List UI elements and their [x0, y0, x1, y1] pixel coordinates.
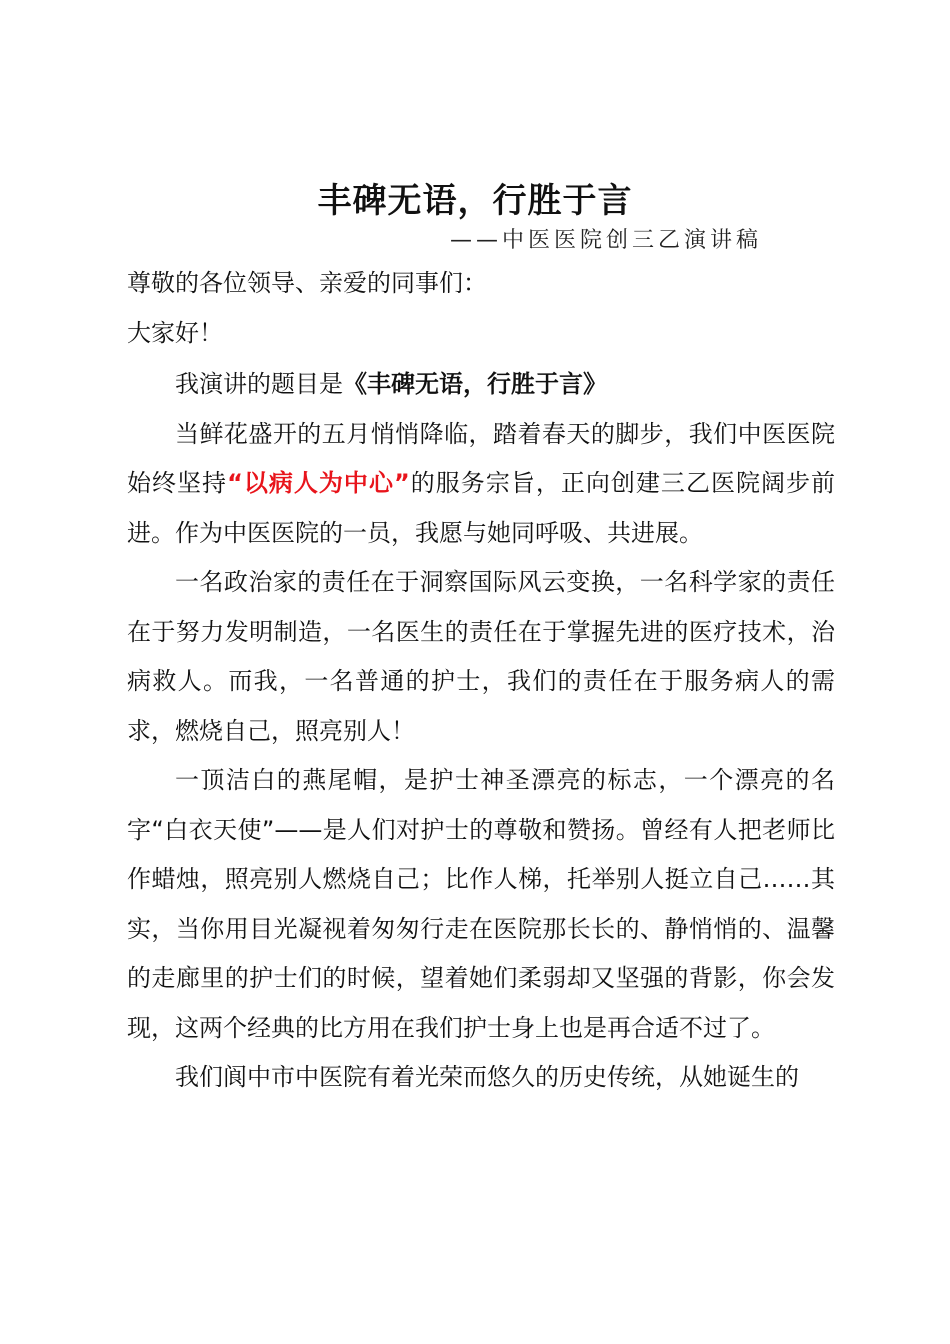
- paragraph-1: [127, 360, 835, 410]
- salutation: 尊敬的各位领导、亲爱的同事们：: [127, 269, 487, 297]
- paragraph-5: 我们阆中市中医院有着光荣而悠久的历史传统，从她诞生的: [175, 1063, 799, 1091]
- paragraph-2-text-start: 当鲜花盛开的五月悄悄降临，踏着春天的脚步，我们中医医院始终坚持: [127, 419, 835, 497]
- paragraph-2-text-end: 的服务宗旨，正向创建三乙医院阔步前进。作为中医医院的一员，我愿与她同呼吸、共进展。: [127, 469, 836, 547]
- speech-title-reference: 《丰碑无语，行胜于言》: [343, 370, 607, 398]
- paragraph-3: 一名政治家的责任在于洞察国际风云变换，一名科学家的责任在于努力发明制造，一名医生的责任在于掌握先进的医疗技术，治病救人。而我，一名普通的护士，我们的责任在于服务病人的需求，燃烧自己，照亮别人！: [127, 568, 835, 745]
- paragraph-4: 一顶洁白的燕尾帽，是护士神圣漂亮的标志，一个漂亮的名字“白衣天使”——是人们对护士的尊敬和赞扬。曾经有人把老师比作蜡烛，照亮别人燃烧自己；比作人梯，托举别人挺立自己……其实，当你用目光凝视着匆匆行走在医院那长长的、静悄悄的、温馨的走廊里的护士们的时候，望着她们柔弱却又坚强的背影，你会发现，这两个经典的比方用在我们护士身上也是再合适不过了。: [127, 766, 835, 1042]
- document-title: 丰碑无语，行胜于言: [317, 181, 633, 221]
- document-subtitle: ——中医医院创三乙演讲稿: [450, 228, 763, 253]
- highlight-slogan: “以病人为中心”: [227, 469, 410, 497]
- paragraph-2: [127, 410, 835, 559]
- paragraph-1-text: 我演讲的题目是: [175, 370, 343, 398]
- document-body: [127, 260, 835, 1103]
- greeting: 大家好！: [127, 319, 223, 347]
